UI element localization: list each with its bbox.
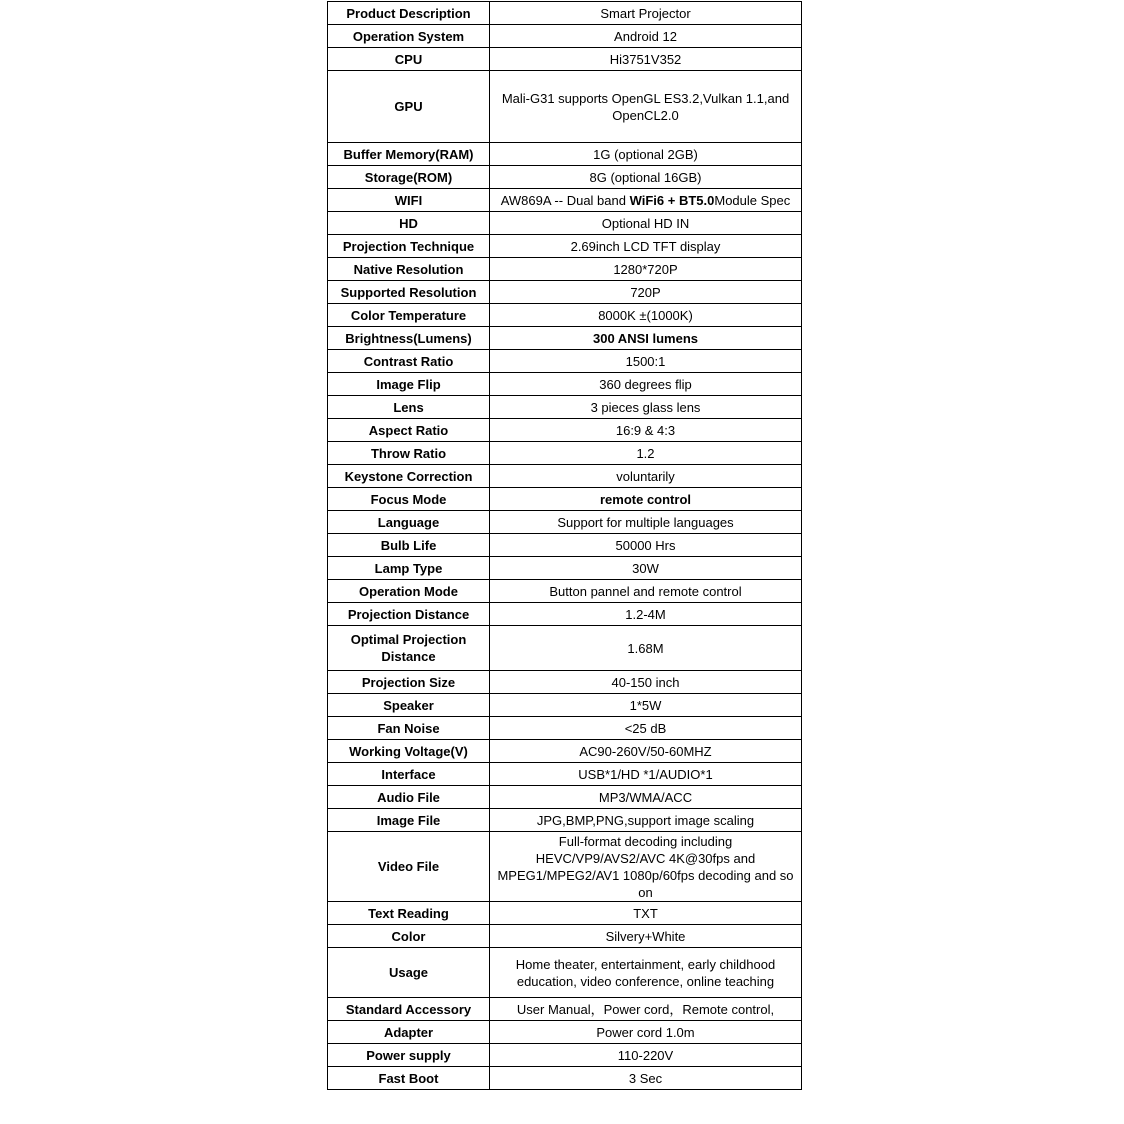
spec-row-lamp-type	[328, 557, 802, 580]
spec-value: TXT	[490, 902, 802, 925]
spec-value: 1280*720P	[490, 258, 802, 281]
spec-value: Full-format decoding including HEVC/VP9/AVS2/AVC 4K@30fps and MPEG1/MPEG2/AV1 1080p/60fps decoding and so on	[490, 832, 802, 902]
spec-key: Usage	[328, 948, 490, 998]
spec-row-fast-boot	[328, 1067, 802, 1090]
spec-key: Color Temperature	[328, 304, 490, 327]
spec-row-hd	[328, 212, 802, 235]
spec-key: Language	[328, 511, 490, 534]
spec-key: Standard Accessory	[328, 998, 490, 1021]
spec-row-operation-mode	[328, 580, 802, 603]
spec-key: Bulb Life	[328, 534, 490, 557]
spec-key: Fast Boot	[328, 1067, 490, 1090]
spec-row-working-voltage	[328, 740, 802, 763]
spec-key: Throw Ratio	[328, 442, 490, 465]
spec-key: CPU	[328, 48, 490, 71]
spec-value: Smart Projector	[490, 2, 802, 25]
spec-row-image-flip	[328, 373, 802, 396]
spec-value: 8G (optional 16GB)	[490, 166, 802, 189]
spec-key: Image File	[328, 809, 490, 832]
spec-row-rom	[328, 166, 802, 189]
spec-row-aspect-ratio	[328, 419, 802, 442]
spec-row-throw-ratio	[328, 442, 802, 465]
spec-value: 1.68M	[490, 626, 802, 671]
spec-row-ram	[328, 143, 802, 166]
spec-key: Color	[328, 925, 490, 948]
spec-key: Operation System	[328, 25, 490, 48]
spec-row-cpu	[328, 48, 802, 71]
spec-value-prefix: AW869A -- Dual band	[500, 192, 630, 208]
spec-key: Power supply	[328, 1044, 490, 1067]
spec-value: Power cord 1.0m	[490, 1021, 802, 1044]
spec-value: User Manual，Power cord，Remote control,	[490, 998, 802, 1021]
spec-key: WIFI	[328, 189, 490, 212]
spec-row-contrast-ratio	[328, 350, 802, 373]
spec-key: Optimal Projection Distance	[328, 626, 490, 671]
spec-key: Supported Resolution	[328, 281, 490, 304]
spec-row-video-file	[328, 832, 802, 902]
spec-value: Android 12	[490, 25, 802, 48]
spec-key: Focus Mode	[328, 488, 490, 511]
spec-row-projection-size	[328, 671, 802, 694]
spec-value-bold: WiFi6 + BT5.0	[629, 192, 715, 208]
spec-key: Working Voltage(V)	[328, 740, 490, 763]
spec-value: Button pannel and remote control	[490, 580, 802, 603]
spec-row-wifi	[328, 189, 802, 212]
spec-key: Brightness(Lumens)	[328, 327, 490, 350]
spec-value: 3 Sec	[490, 1067, 802, 1090]
spec-row-projection-technique	[328, 235, 802, 258]
spec-value: Mali-G31 supports OpenGL ES3.2,Vulkan 1.1,and OpenCL2.0	[490, 71, 802, 143]
spec-key: Contrast Ratio	[328, 350, 490, 373]
spec-row-color	[328, 925, 802, 948]
spec-row-focus-mode	[328, 488, 802, 511]
spec-key: Operation Mode	[328, 580, 490, 603]
spec-key: Projection Distance	[328, 603, 490, 626]
spec-table	[327, 1, 802, 1090]
spec-key: Projection Technique	[328, 235, 490, 258]
spec-row-brightness	[328, 327, 802, 350]
spec-row-projection-distance	[328, 603, 802, 626]
spec-value: 300 ANSI lumens	[490, 327, 802, 350]
spec-value: 1G (optional 2GB)	[490, 143, 802, 166]
spec-key: Image Flip	[328, 373, 490, 396]
spec-key: Native Resolution	[328, 258, 490, 281]
spec-key: Product Description	[328, 2, 490, 25]
spec-key: Adapter	[328, 1021, 490, 1044]
spec-value: 1500:1	[490, 350, 802, 373]
spec-value: voluntarily	[490, 465, 802, 488]
spec-value: 50000 Hrs	[490, 534, 802, 557]
spec-row-supported-resolution	[328, 281, 802, 304]
spec-value: USB*1/HD *1/AUDIO*1	[490, 763, 802, 786]
spec-value: 1*5W	[490, 694, 802, 717]
spec-value: 1.2-4M	[490, 603, 802, 626]
spec-value: 16:9 & 4:3	[490, 419, 802, 442]
spec-value: remote control	[490, 488, 802, 511]
spec-key: Projection Size	[328, 671, 490, 694]
spec-row-lens	[328, 396, 802, 419]
spec-value: 3 pieces glass lens	[490, 396, 802, 419]
spec-row-power-supply	[328, 1044, 802, 1067]
spec-key: Fan Noise	[328, 717, 490, 740]
spec-row-fan-noise	[328, 717, 802, 740]
spec-key: Lens	[328, 396, 490, 419]
spec-row-operation-system	[328, 25, 802, 48]
spec-value: 360 degrees flip	[490, 373, 802, 396]
spec-key: Audio File	[328, 786, 490, 809]
spec-key: Video File	[328, 832, 490, 902]
spec-value: 1.2	[490, 442, 802, 465]
spec-value: 40-150 inch	[490, 671, 802, 694]
spec-row-interface	[328, 763, 802, 786]
spec-value: Hi3751V352	[490, 48, 802, 71]
spec-row-language	[328, 511, 802, 534]
spec-value: AC90-260V/50-60MHZ	[490, 740, 802, 763]
spec-key: Interface	[328, 763, 490, 786]
spec-key: GPU	[328, 71, 490, 143]
spec-row-color-temperature	[328, 304, 802, 327]
spec-row-bulb-life	[328, 534, 802, 557]
spec-value: 2.69inch LCD TFT display	[490, 235, 802, 258]
spec-value: 30W	[490, 557, 802, 580]
spec-value: 8000K ±(1000K)	[490, 304, 802, 327]
spec-value	[490, 189, 802, 212]
spec-value: Support for multiple languages	[490, 511, 802, 534]
spec-value: 110-220V	[490, 1044, 802, 1067]
spec-row-gpu	[328, 71, 802, 143]
spec-row-text-reading	[328, 902, 802, 925]
spec-key: HD	[328, 212, 490, 235]
spec-value: MP3/WMA/ACC	[490, 786, 802, 809]
spec-row-speaker	[328, 694, 802, 717]
spec-row-image-file	[328, 809, 802, 832]
spec-row-standard-accessory	[328, 998, 802, 1021]
spec-row-adapter	[328, 1021, 802, 1044]
spec-row-audio-file	[328, 786, 802, 809]
spec-key: Aspect Ratio	[328, 419, 490, 442]
spec-row-usage	[328, 948, 802, 998]
spec-value: <25 dB	[490, 717, 802, 740]
spec-key: Speaker	[328, 694, 490, 717]
spec-key: Keystone Correction	[328, 465, 490, 488]
spec-value: Home theater, entertainment, early childhood education, video conference, online teaching	[490, 948, 802, 998]
spec-row-product-description	[328, 2, 802, 25]
spec-key: Storage(ROM)	[328, 166, 490, 189]
spec-value: Silvery+White	[490, 925, 802, 948]
spec-key: Buffer Memory(RAM)	[328, 143, 490, 166]
spec-row-optimal-projection-distance	[328, 626, 802, 671]
spec-value: 720P	[490, 281, 802, 304]
spec-key: Lamp Type	[328, 557, 490, 580]
spec-row-keystone-correction	[328, 465, 802, 488]
spec-value: Optional HD IN	[490, 212, 802, 235]
spec-key: Text Reading	[328, 902, 490, 925]
spec-row-native-resolution	[328, 258, 802, 281]
spec-value: JPG,BMP,PNG,support image scaling	[490, 809, 802, 832]
spec-value-suffix: Module Spec	[714, 192, 791, 208]
